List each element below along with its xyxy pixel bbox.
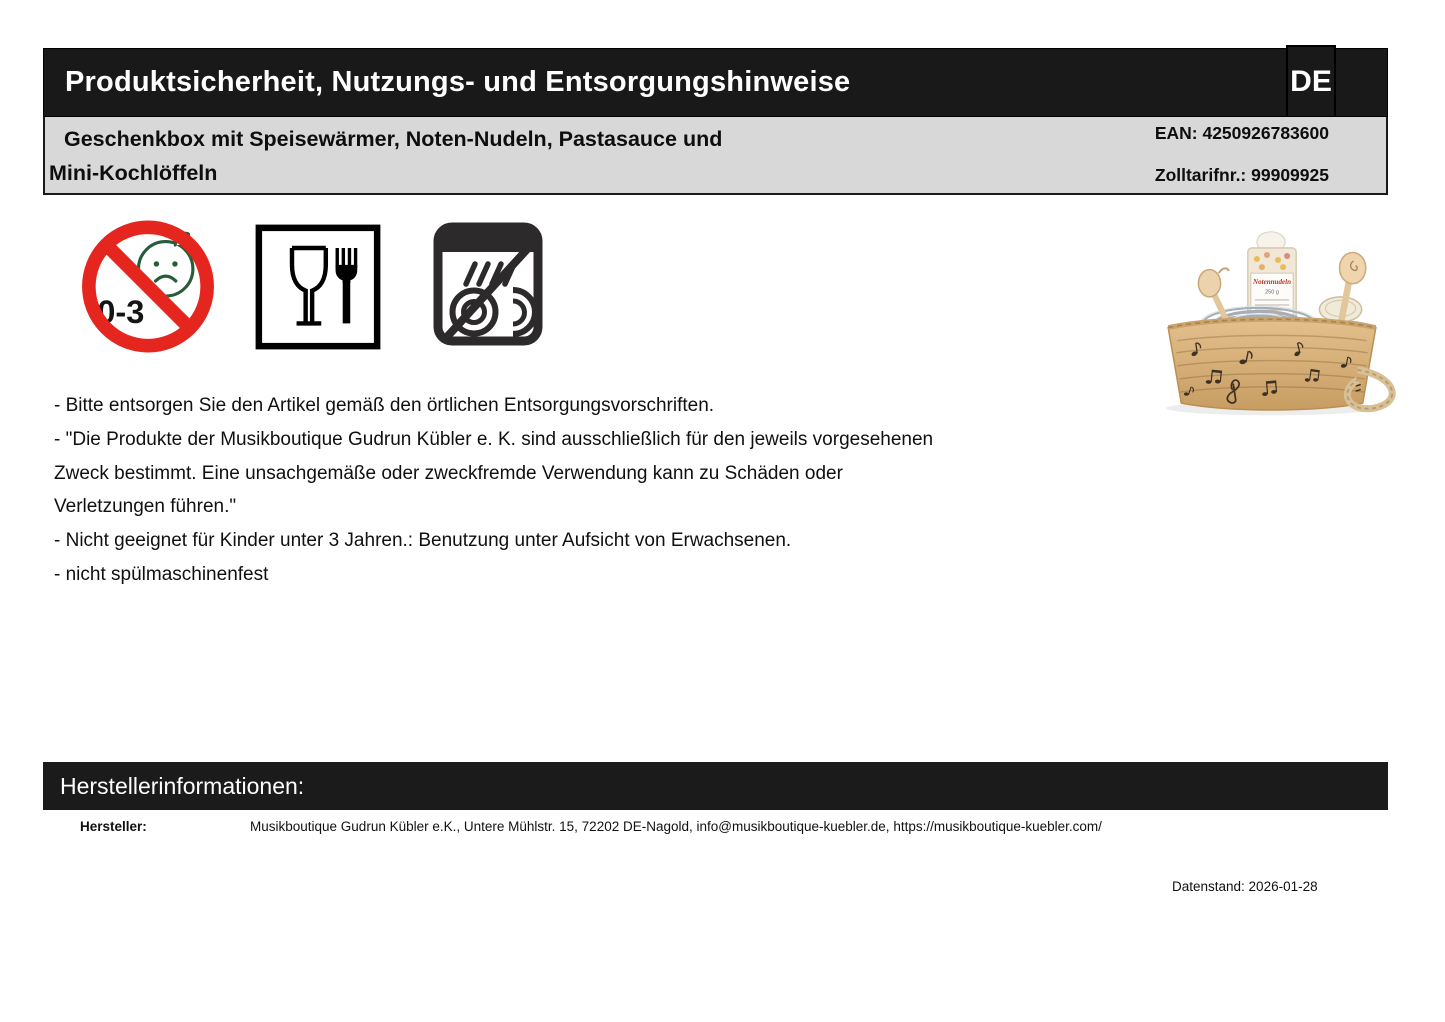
not-suitable-under-3-icon xyxy=(80,218,216,355)
customs-tariff-value: Zolltarifnr.: 99909925 xyxy=(1154,165,1329,185)
data-status-date: Datenstand: 2026-01-28 xyxy=(1172,879,1318,894)
food-contact-safe-icon xyxy=(253,222,383,352)
bag-label-text: Notennudeln xyxy=(1253,278,1291,287)
note-line: - Nicht geeignet für Kinder unter 3 Jahren.: Benutzung unter Aufsicht von Erwachsenen. xyxy=(54,530,792,552)
document-header-bar xyxy=(43,48,1388,117)
product-codes xyxy=(1155,123,1329,186)
note-line: Verletzungen führen." xyxy=(54,496,237,518)
manufacturer-section-bar xyxy=(43,762,1388,810)
age-range-label: 0-3 xyxy=(97,293,145,331)
ean-value: EAN: 4250926783600 xyxy=(1154,123,1329,143)
page-title: Produktsicherheit, Nutzungs- und Entsorgungshinweise xyxy=(65,66,851,98)
note-line: Zweck bestimmt. Eine unsachgemäße oder zweckfremde Verwendung kann zu Schäden oder xyxy=(54,462,843,484)
product-header xyxy=(43,117,1388,195)
safety-notes xyxy=(54,389,1064,592)
bag-weight-text: 250 g xyxy=(1265,289,1279,296)
manufacturer-section-title: Herstellerinformationen: xyxy=(60,772,305,799)
note-line: - nicht spülmaschinenfest xyxy=(54,563,269,585)
language-badge: DE xyxy=(1286,45,1336,118)
note-line: - Bitte entsorgen Sie den Artikel gemäß den örtlichen Entsorgungsvorschriften. xyxy=(54,395,715,416)
note-line: - "Die Produkte der Musikboutique Gudrun Kübler e. K. sind ausschließlich für den jeweils vorgesehenen xyxy=(54,428,934,450)
product-photo xyxy=(1146,220,1398,418)
prohibition-ring xyxy=(89,227,207,345)
manufacturer-label: Hersteller: xyxy=(80,819,147,834)
not-dishwasher-safe-icon xyxy=(433,222,543,353)
product-name-line2: Mini-Kochlöffeln xyxy=(49,161,218,185)
product-name-line1: Geschenkbox mit Speisewärmer, Noten-Nudeln, Pastasauce und xyxy=(64,127,723,151)
manufacturer-value: Musikboutique Gudrun Kübler e.K., Untere Mühlstr. 15, 72202 DE-Nagold, info@musikboutique-kuebler.de, https://musikboutique-kuebler.com/ xyxy=(250,819,1102,834)
